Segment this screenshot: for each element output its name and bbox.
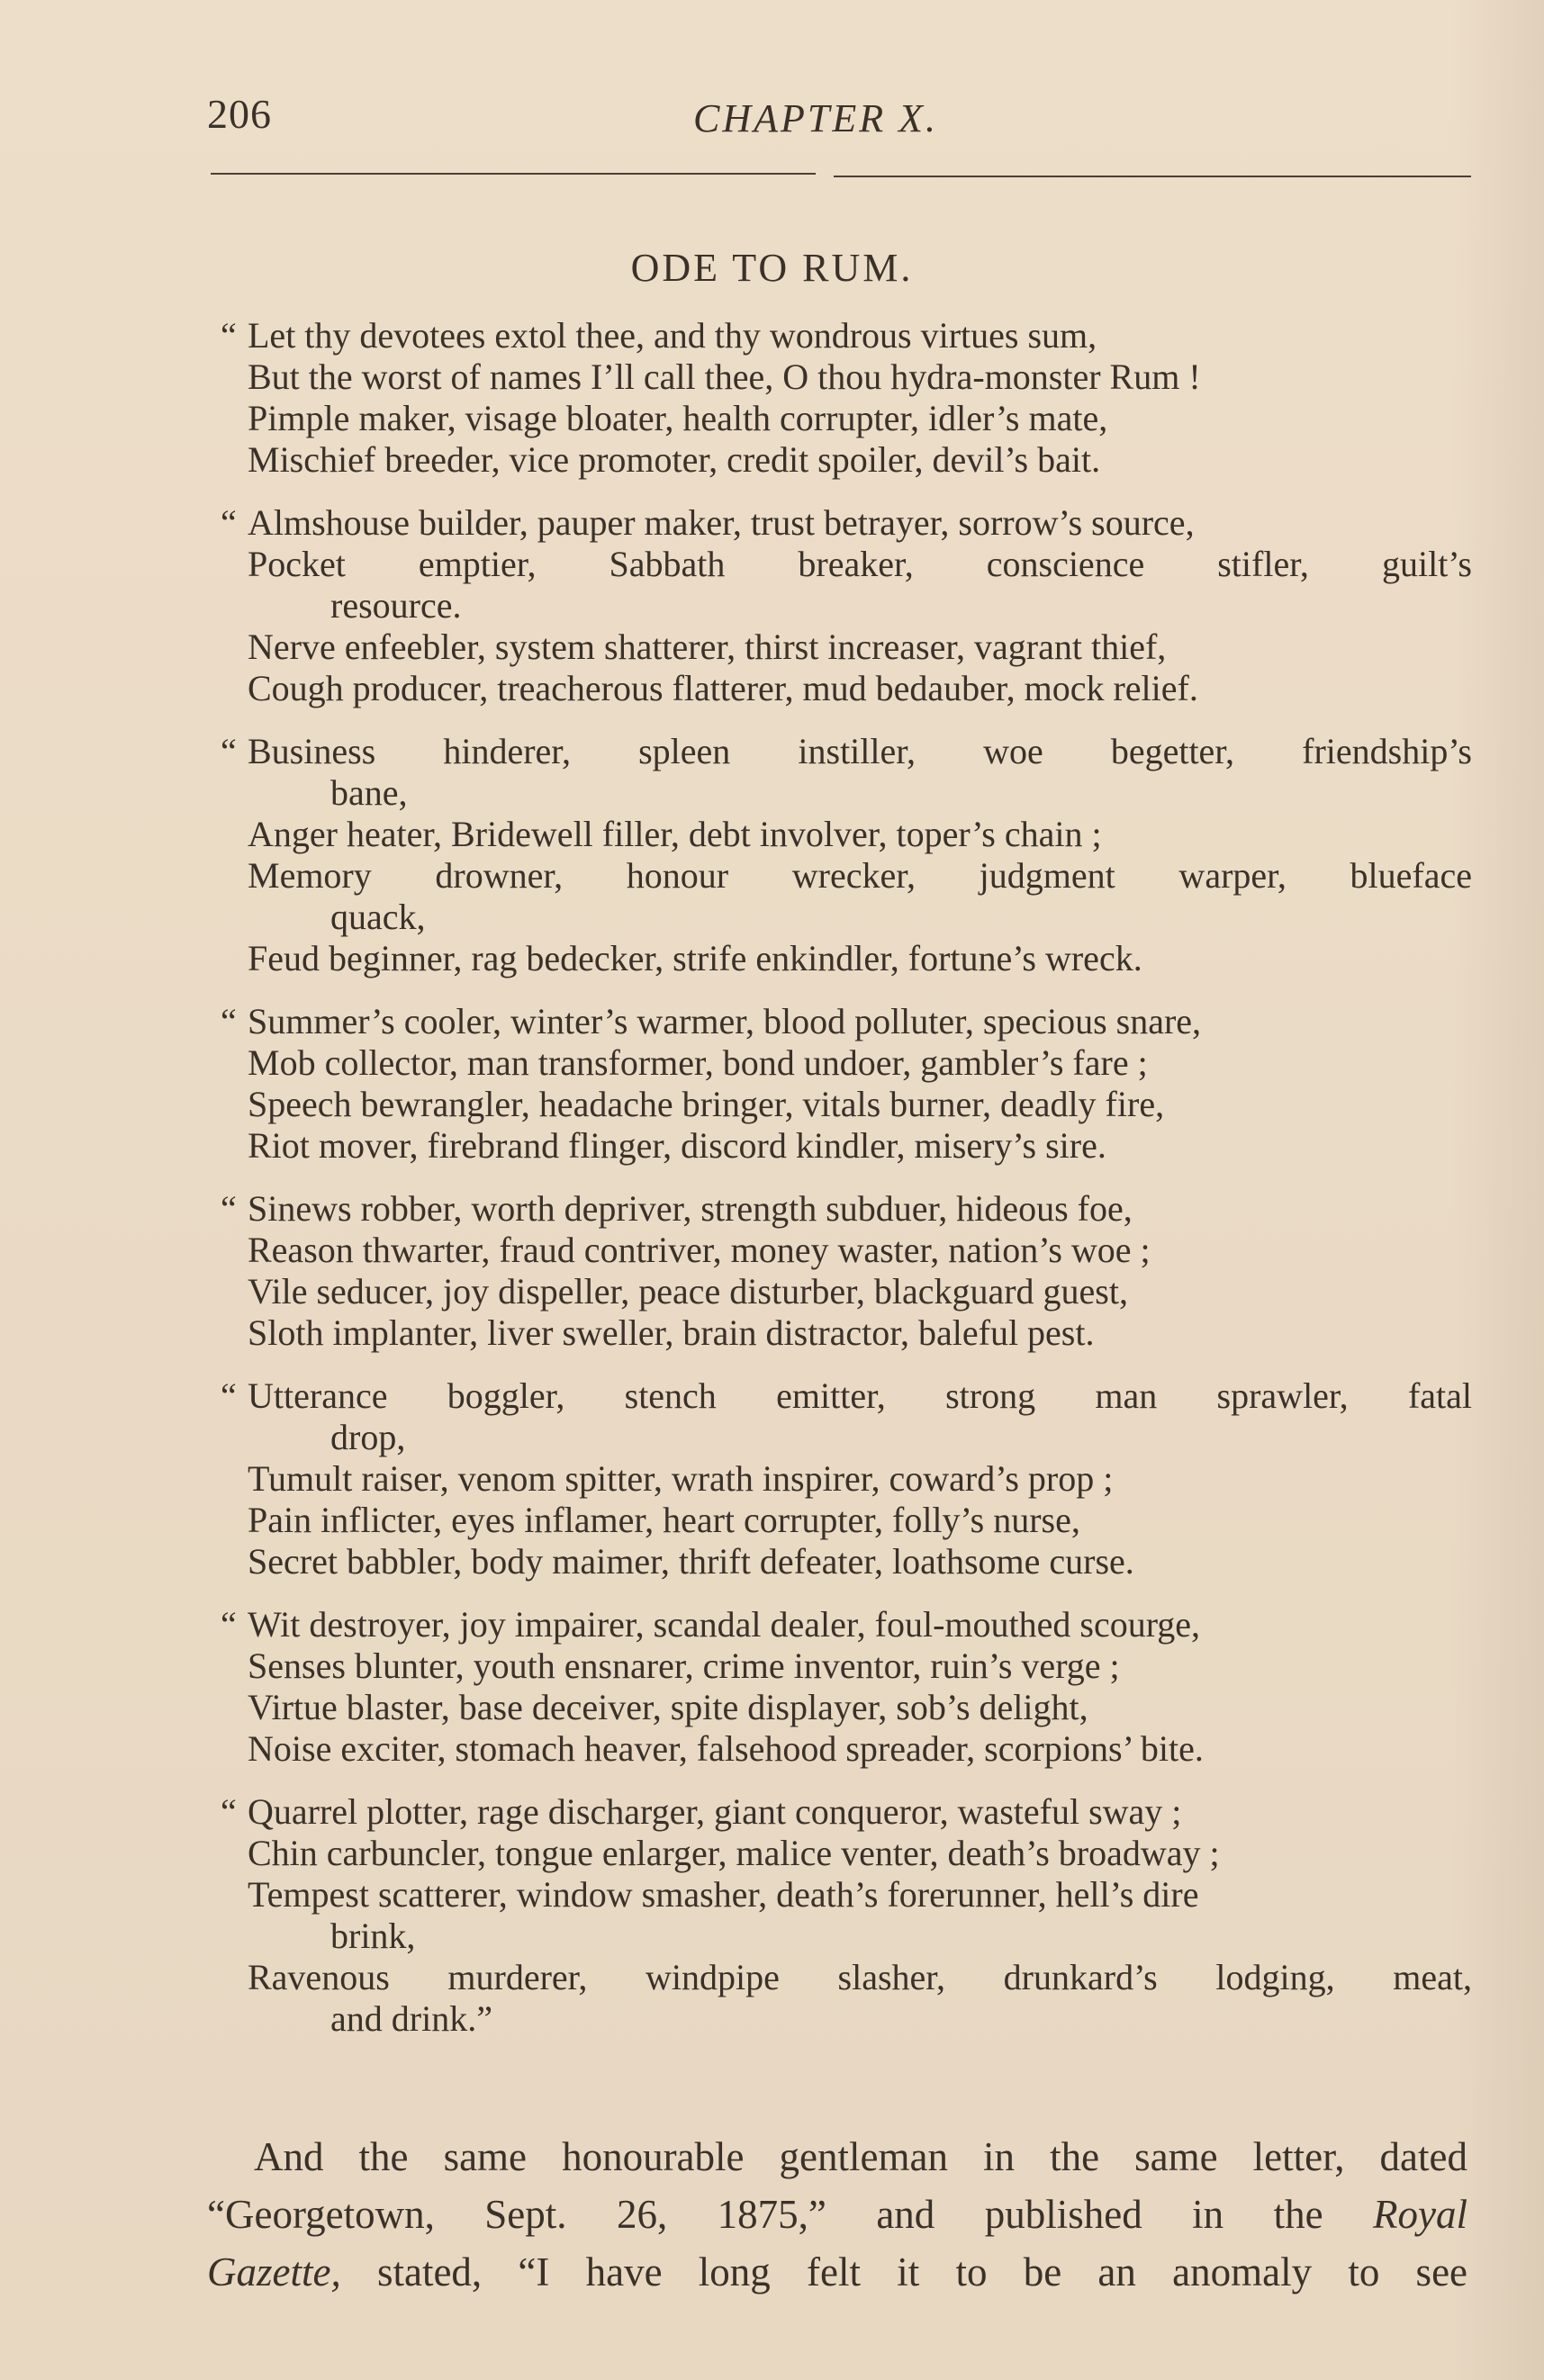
poem-line: Nerve enfeebler, system shatterer, thirst increaser, vagrant thief,	[248, 627, 1167, 667]
poem-line: But the worst of names I’ll call thee, O thou hydra-monster Rum !	[248, 356, 1201, 397]
poem-line: Chin carbuncler, tongue enlarger, malice venter, death’s broadway ;	[248, 1833, 1220, 1873]
open-quote: “	[221, 1604, 237, 1645]
poem-line: Pocket emptier, Sabbath breaker, conscience stifler, guilt’s	[248, 544, 1472, 584]
stanza-2	[221, 502, 1472, 709]
stanza-3	[221, 731, 1472, 979]
stanza-4	[221, 1001, 1472, 1167]
open-quote: “	[221, 1791, 237, 1832]
poem-line-continuation: brink,	[330, 1916, 416, 1956]
poem-line: Virtue blaster, base deceiver, spite displayer, sob’s delight,	[248, 1687, 1088, 1727]
poem-line: Pain inflicter, eyes inflamer, heart corrupter, folly’s nurse,	[248, 1500, 1080, 1540]
open-quote: “	[221, 315, 237, 356]
poem-line: Tempest scatterer, window smasher, death’s forerunner, hell’s dire	[248, 1874, 1199, 1915]
stanza-8	[221, 1791, 1472, 2040]
poem-line: “ Utterance boggler, stench emitter, strong man sprawler, fatal	[221, 1375, 1472, 1416]
poem-line: Tumult raiser, venom spitter, wrath inspirer, coward’s prop ;	[248, 1458, 1114, 1499]
poem-line: Senses blunter, youth ensnarer, crime inventor, ruin’s verge ;	[248, 1645, 1120, 1686]
poem-line: Vile seducer, joy dispeller, peace disturber, blackguard guest,	[248, 1271, 1128, 1312]
poem-line: Sloth implanter, liver sweller, brain distractor, baleful pest.	[248, 1312, 1095, 1353]
poem-line: “ Let thy devotees extol thee, and thy wondrous virtues sum,	[221, 315, 1097, 356]
poem-line-continuation: bane,	[330, 772, 408, 813]
header-rule-right	[834, 176, 1471, 177]
header-rule-left	[211, 173, 816, 175]
open-quote: “	[221, 1001, 237, 1041]
poem-line: Anger heater, Bridewell filler, debt involver, toper’s chain ;	[248, 814, 1102, 854]
poem-line: Noise exciter, stomach heaver, falsehood spreader, scorpions’ bite.	[248, 1728, 1204, 1769]
poem-line: “ Quarrel plotter, rage discharger, giant conqueror, wasteful sway ;	[221, 1791, 1182, 1832]
italic-royal: Royal	[1373, 2192, 1468, 2237]
poem-line: Riot mover, firebrand flinger, discord kindler, misery’s sire.	[248, 1125, 1106, 1166]
stanza-7	[221, 1604, 1472, 1770]
poem-line-continuation: drop,	[330, 1417, 406, 1457]
poem-line-continuation: quack,	[330, 897, 426, 937]
open-quote: “	[221, 502, 237, 543]
poem-line: Ravenous murderer, windpipe slasher, drunkard’s lodging, meat,	[248, 1957, 1472, 1997]
prose-line-3: Gazette, stated, “I have long felt it to be an anomaly to see	[207, 2249, 1468, 2294]
poem-line: “ Wit destroyer, joy impairer, scandal dealer, foul-mouthed scourge,	[221, 1604, 1201, 1645]
poem-title: ODE TO RUM.	[630, 246, 914, 290]
poem-line: “ Business hinderer, spleen instiller, woe begetter, friendship’s	[221, 731, 1472, 771]
poem-line: Speech bewrangler, headache bringer, vitals burner, deadly fire,	[248, 1084, 1165, 1124]
page-number: 206	[207, 91, 272, 137]
poem-line: Secret babbler, body maimer, thrift defeater, loathsome curse.	[248, 1541, 1134, 1582]
open-quote: “	[221, 1375, 237, 1416]
open-quote: “	[221, 1188, 237, 1229]
stanza-6	[221, 1375, 1472, 1582]
poem	[221, 315, 1472, 2061]
poem-line: Pimple maker, visage bloater, health corrupter, idler’s mate,	[248, 398, 1108, 438]
poem-line-continuation: and drink.”	[330, 1998, 492, 2039]
poem-line-continuation: resource.	[330, 585, 462, 626]
poem-line: “ Sinews robber, worth depriver, strength subduer, hideous foe,	[221, 1188, 1133, 1229]
poem-line: Reason thwarter, fraud contriver, money waster, nation’s woe ;	[248, 1230, 1151, 1270]
poem-line: “ Summer’s cooler, winter’s warmer, blood polluter, specious snare,	[221, 1001, 1202, 1041]
open-quote: “	[221, 731, 237, 771]
poem-line: Cough producer, treacherous flatterer, mud bedauber, mock relief.	[248, 668, 1198, 708]
poem-line: “ Almshouse builder, pauper maker, trust betrayer, sorrow’s source,	[221, 502, 1195, 543]
poem-line: Feud beginner, rag bedecker, strife enkindler, fortune’s wreck.	[248, 938, 1142, 978]
chapter-title: CHAPTER X.	[693, 96, 938, 140]
italic-gazette: Gazette,	[207, 2249, 341, 2294]
prose-line-2: “Georgetown, Sept. 26, 1875,” and published in the Royal	[207, 2192, 1468, 2237]
poem-line: Mob collector, man transformer, bond undoer, gambler’s fare ;	[248, 1042, 1148, 1083]
poem-line: Mischief breeder, vice promoter, credit spoiler, devil’s bait.	[248, 439, 1101, 480]
stanza-1	[221, 315, 1472, 481]
prose-line-1: And the same honourable gentleman in the same letter, dated	[254, 2134, 1467, 2179]
poem-line: Memory drowner, honour wrecker, judgment warper, blueface	[248, 855, 1472, 896]
stanza-5	[221, 1188, 1472, 1354]
prose-paragraph	[207, 2128, 1467, 2301]
